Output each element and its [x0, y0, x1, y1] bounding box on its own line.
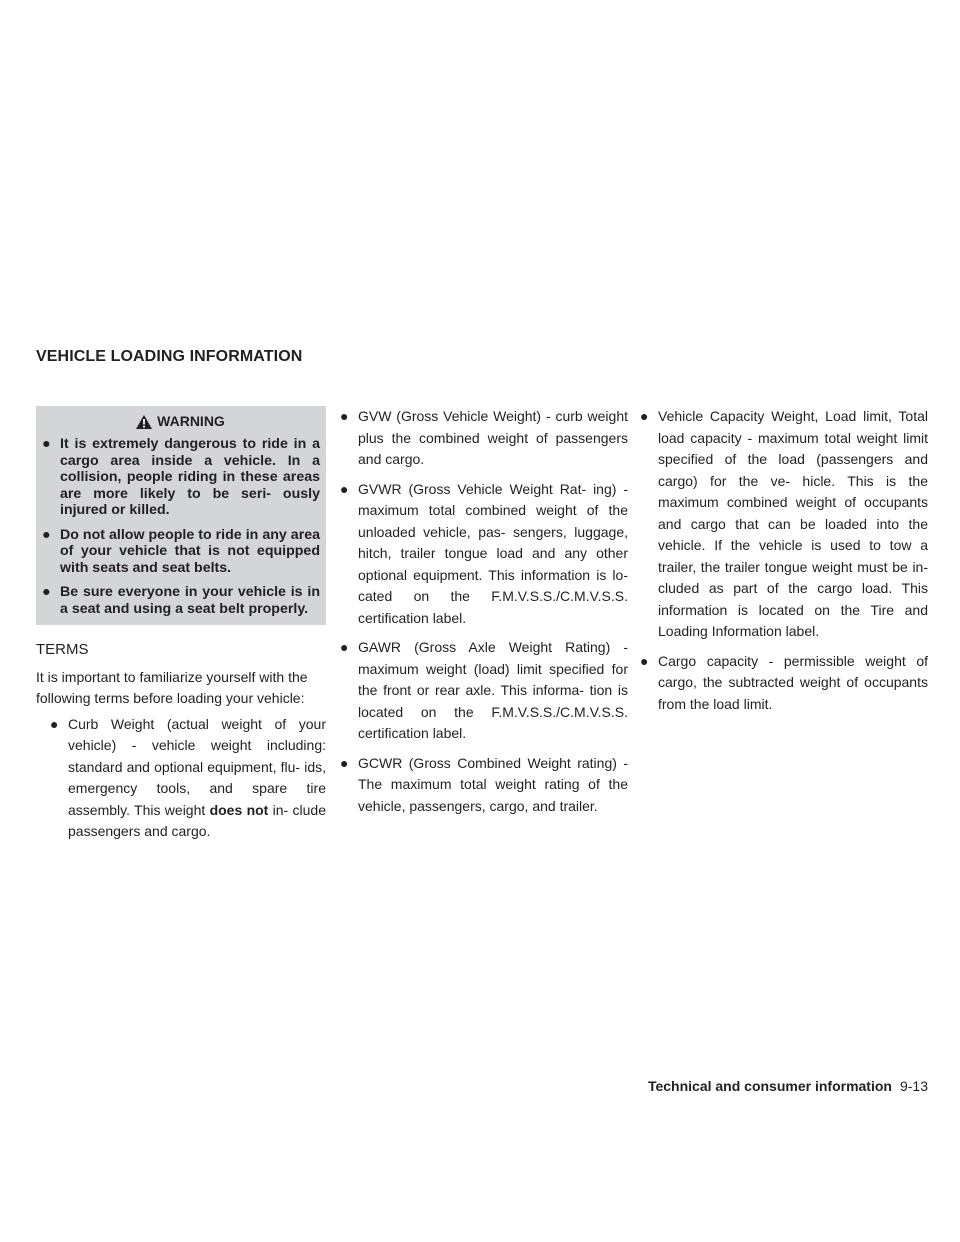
bullet: ● — [340, 408, 349, 424]
warning-item — [40, 584, 320, 617]
bullet: ● — [640, 408, 649, 424]
term-item-vehicle-capacity — [638, 406, 928, 643]
bullet: ● — [340, 639, 349, 655]
term-item-gvw — [338, 406, 628, 471]
terms-heading: TERMS — [36, 641, 89, 658]
warning-header — [40, 410, 320, 434]
bullet: ● — [42, 584, 51, 600]
term-text: GVWR (Gross Vehicle Weight Rat- ing) - maximum total combined weight of the unloaded vehicle, pas- sengers, luggage, hitch, trailer tongue load and any other optional equipment. This information is lo- cated on the F.M.V.S.S./C.M.V.S.S. certification label. — [358, 480, 628, 626]
term-text: GAWR (Gross Axle Weight Rating) - maximum weight (load) limit specified for the front or rear axle. This informa- tion is located on the F.M.V.S.S./C.M.V.S.S. certification label. — [358, 639, 628, 741]
terms-intro: It is important to familiarize yourself with the following terms before loading your vehicle: — [36, 668, 308, 706]
bullet: ● — [50, 715, 59, 732]
term-text: Cargo capacity - permissible weight of cargo, the subtracted weight of occupants from the load limit. — [658, 652, 928, 712]
bullet: ● — [340, 480, 349, 497]
page-footer — [648, 1078, 928, 1094]
term-item-cargo-capacity — [638, 651, 928, 716]
page-number: 9-13 — [899, 1078, 928, 1094]
term-item-gcwr — [338, 753, 628, 818]
term-text: GVW (Gross Vehicle Weight) - curb weight plus the combined weight of passengers and cargo. — [358, 408, 628, 467]
warning-item-text: Be sure everyone in your vehicle is in a seat and using a seat belt properly. — [60, 584, 320, 617]
term-text: GCWR (Gross Combined Weight rating) - The maximum total weight rating of the vehicle, passengers, cargo, and trailer. — [358, 754, 628, 814]
warning-item-text: It is extremely dangerous to ride in a cargo area inside a vehicle. In a collision, people riding in these areas are more likely to be seri- ously injured or killed. — [60, 436, 320, 518]
footer-section-name: Technical and consumer information — [647, 1078, 892, 1094]
bullet: ● — [42, 436, 51, 452]
bullet: ● — [340, 754, 349, 771]
column-1 — [36, 406, 326, 851]
term-text: Vehicle Capacity Weight, Load limit, Total load capacity - maximum total weight limit specified of the load (passengers and cargo) for the ve- hicle. This is the maximum combined weight of occupants and cargo that can be loaded into the vehicle. If the vehicle is used to tow a trailer, the trailer tongue weight must be in- cluded as part of the cargo load. This information is located on the Tire and Loading Information label. — [658, 408, 928, 639]
section-title: VEHICLE LOADING INFORMATION — [36, 348, 303, 365]
term-item-gawr — [338, 637, 628, 745]
warning-item-text: Do not allow people to ride in any area of your vehicle that is not equipped with seats and seat belts. — [60, 526, 320, 576]
column-2 — [338, 406, 628, 825]
bullet: ● — [42, 526, 51, 543]
term-item-gvwr — [338, 479, 628, 630]
warning-box — [36, 406, 326, 625]
warning-item — [40, 436, 320, 519]
curb-weight-text: Curb Weight (actual weight of your vehicle) - vehicle weight including: standard and optional equipment, flu- ids, emergency tools, and spare tire assembly. This weight — [68, 715, 326, 818]
warning-label: WARNING — [157, 413, 225, 430]
curb-weight-emphasis: does not — [209, 801, 269, 818]
curb-weight-text-end: in- clude passengers and cargo. — [68, 801, 326, 839]
column-3 — [638, 406, 928, 723]
bullet: ● — [640, 652, 649, 669]
warning-item — [40, 527, 320, 577]
warning-triangle-icon — [135, 414, 153, 430]
term-text — [68, 714, 326, 843]
term-item-curb-weight — [36, 714, 326, 843]
